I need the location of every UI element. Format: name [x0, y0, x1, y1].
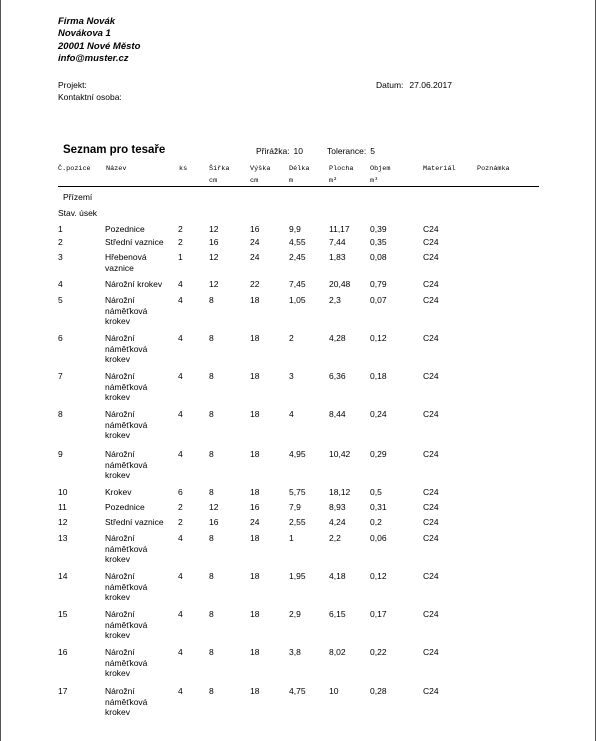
cell-ks: 4 — [178, 279, 183, 289]
cell-material: C24 — [423, 609, 439, 619]
datum-value: 27.06.2017 — [409, 80, 452, 90]
cell-vyska: 18 — [250, 409, 260, 419]
cell-plocha: 2,2 — [329, 533, 341, 543]
cell-material: C24 — [423, 409, 439, 419]
cell-cpozice: 9 — [58, 449, 63, 459]
cell-vyska: 18 — [250, 571, 260, 581]
cell-material: C24 — [423, 224, 439, 234]
cell-material: C24 — [423, 371, 439, 381]
nazev-line: Střední vaznice — [105, 237, 164, 247]
cell-vyska: 16 — [250, 502, 260, 512]
cell-vyska: 22 — [250, 279, 260, 289]
cell-sirka: 8 — [209, 686, 214, 696]
cell-nazev — [105, 533, 179, 565]
nazev-line: Nárožní — [105, 533, 135, 543]
cell-cpozice: 17 — [58, 686, 68, 696]
project-info — [58, 80, 122, 103]
nazev-line: Nárožní — [105, 295, 135, 305]
cell-ks: 2 — [178, 517, 183, 527]
cell-ks: 6 — [178, 487, 183, 497]
datum-label: Datum: — [376, 80, 404, 90]
nazev-line: Nárožní — [105, 686, 135, 696]
cell-cpozice: 14 — [58, 571, 68, 581]
nazev-line: Nárožní — [105, 409, 135, 419]
cell-material: C24 — [423, 533, 439, 543]
cell-ks: 4 — [178, 409, 183, 419]
cell-sirka: 12 — [209, 224, 219, 234]
cell-objem: 0,12 — [370, 333, 387, 343]
cell-delka: 1 — [289, 533, 294, 543]
cell-material: C24 — [423, 517, 439, 527]
cell-delka: 3 — [289, 371, 294, 381]
kontakt-label: Kontaktní osoba: — [58, 91, 122, 102]
cell-delka: 1,05 — [289, 295, 306, 305]
cell-ks: 2 — [178, 237, 183, 247]
column-header-delka: Délka m — [289, 165, 310, 185]
cell-nazev — [105, 517, 179, 528]
cell-nazev — [105, 224, 179, 235]
cell-delka: 2 — [289, 333, 294, 343]
column-header-objem: Objem m³ — [370, 165, 391, 185]
cell-sirka: 16 — [209, 517, 219, 527]
cell-plocha: 11,17 — [329, 224, 350, 234]
cell-sirka: 16 — [209, 237, 219, 247]
cell-delka: 9,9 — [289, 224, 301, 234]
cell-ks: 4 — [178, 647, 183, 657]
cell-nazev — [105, 295, 179, 327]
cell-vyska: 24 — [250, 237, 260, 247]
nazev-line: Nárožní — [105, 609, 135, 619]
cell-delka: 1,95 — [289, 571, 306, 581]
cell-cpozice: 15 — [58, 609, 68, 619]
cell-plocha: 4,18 — [329, 571, 346, 581]
cell-delka: 2,9 — [289, 609, 301, 619]
nazev-line: Pozednice — [105, 224, 145, 234]
prirazka-label: Přirážka: — [256, 146, 290, 156]
cell-plocha: 2,3 — [329, 295, 341, 305]
cell-sirka: 12 — [209, 252, 219, 262]
cell-vyska: 16 — [250, 224, 260, 234]
company-street: Novákova 1 — [58, 28, 111, 40]
cell-plocha: 8,02 — [329, 647, 346, 657]
nazev-line: Nárožní — [105, 647, 135, 657]
section-subgroup: Stav. úsek — [58, 208, 98, 218]
cell-objem: 0,22 — [370, 647, 387, 657]
cell-sirka: 8 — [209, 609, 214, 619]
cell-material: C24 — [423, 333, 439, 343]
cell-plocha: 10,42 — [329, 449, 351, 459]
nazev-line: krokev — [105, 430, 131, 441]
column-header-cpozice: Č.pozice — [58, 165, 91, 173]
cell-objem: 0,28 — [370, 686, 387, 696]
nazev-line: náměťková — [105, 619, 148, 630]
cell-nazev — [105, 371, 179, 403]
cell-delka: 4,55 — [289, 237, 306, 247]
nazev-line: náměťková — [105, 459, 148, 470]
projekt-label: Projekt: — [58, 80, 87, 90]
nazev-line: náměťková — [105, 343, 148, 354]
nazev-line: náměťková — [105, 696, 148, 707]
cell-objem: 0,29 — [370, 449, 387, 459]
column-header-nazev: Název — [106, 165, 127, 173]
prirazka — [256, 146, 303, 156]
nazev-line: Nárožní — [105, 449, 135, 459]
cell-sirka: 8 — [209, 647, 214, 657]
cell-delka: 2,45 — [289, 252, 306, 262]
cell-material: C24 — [423, 686, 439, 696]
cell-plocha: 6,36 — [329, 371, 346, 381]
cell-ks: 4 — [178, 609, 183, 619]
cell-delka: 4 — [289, 409, 294, 419]
column-header-plocha: Plocha m² — [329, 165, 354, 185]
cell-objem: 0,35 — [370, 237, 387, 247]
cell-vyska: 18 — [250, 371, 260, 381]
cell-cpozice: 7 — [58, 371, 63, 381]
cell-delka: 2,55 — [289, 517, 306, 527]
cell-sirka: 8 — [209, 295, 214, 305]
cell-delka: 7,9 — [289, 502, 301, 512]
cell-nazev — [105, 252, 179, 273]
cell-sirka: 8 — [209, 409, 214, 419]
cell-vyska: 18 — [250, 686, 260, 696]
cell-cpozice: 2 — [58, 237, 63, 247]
nazev-line: náměťková — [105, 419, 148, 430]
cell-plocha: 1,83 — [329, 252, 346, 262]
nazev-line: krokev — [105, 592, 131, 603]
cell-objem: 0,39 — [370, 224, 387, 234]
cell-cpozice: 11 — [58, 502, 67, 512]
cell-ks: 4 — [178, 371, 183, 381]
cell-delka: 5,75 — [289, 487, 306, 497]
cell-nazev — [105, 449, 179, 481]
cell-vyska: 18 — [250, 449, 260, 459]
cell-nazev — [105, 333, 179, 365]
cell-objem: 0,06 — [370, 533, 387, 543]
cell-material: C24 — [423, 252, 439, 262]
date-field — [376, 80, 452, 90]
cell-ks: 4 — [178, 571, 183, 581]
cell-vyska: 24 — [250, 517, 260, 527]
cell-objem: 0,5 — [370, 487, 382, 497]
cell-sirka: 8 — [209, 333, 214, 343]
nazev-line: náměťková — [105, 381, 148, 392]
column-header-vyska: Výška cm — [250, 165, 271, 185]
cell-sirka: 12 — [209, 279, 219, 289]
cell-material: C24 — [423, 237, 439, 247]
nazev-line: Střední vaznice — [105, 517, 164, 527]
cell-plocha: 8,93 — [329, 502, 346, 512]
nazev-line: vaznice — [105, 262, 134, 273]
cell-ks: 4 — [178, 533, 183, 543]
company-address — [58, 16, 140, 66]
cell-nazev — [105, 487, 179, 498]
cell-nazev — [105, 502, 179, 513]
cell-objem: 0,07 — [370, 295, 387, 305]
nazev-line: Nárožní — [105, 333, 135, 343]
cell-ks: 2 — [178, 224, 183, 234]
cell-plocha: 8,44 — [329, 409, 346, 419]
cell-sirka: 8 — [209, 371, 214, 381]
cell-material: C24 — [423, 502, 439, 512]
cell-objem: 0,17 — [370, 609, 387, 619]
column-header-poznamka: Poznámka — [477, 165, 510, 173]
column-header-ks: ks — [179, 165, 188, 173]
nazev-line: krokev — [105, 392, 131, 403]
nazev-line: krokev — [105, 316, 131, 327]
nazev-line: náměťková — [105, 581, 148, 592]
company-email: info@muster.cz — [58, 53, 129, 65]
cell-plocha: 20,48 — [329, 279, 351, 289]
cell-cpozice: 12 — [58, 517, 68, 527]
cell-plocha: 4,24 — [329, 517, 346, 527]
nazev-line: krokev — [105, 354, 131, 365]
cell-sirka: 8 — [209, 487, 214, 497]
cell-vyska: 18 — [250, 487, 260, 497]
company-city: 20001 Nové Město — [58, 40, 141, 52]
cell-cpozice: 1 — [58, 224, 63, 234]
cell-cpozice: 4 — [58, 279, 63, 289]
cell-sirka: 8 — [209, 533, 214, 543]
cell-material: C24 — [423, 571, 439, 581]
cell-cpozice: 6 — [58, 333, 63, 343]
cell-plocha: 4,28 — [329, 333, 346, 343]
cell-vyska: 18 — [250, 647, 260, 657]
nazev-line: Krokev — [105, 487, 132, 497]
cell-vyska: 18 — [250, 333, 260, 343]
cell-nazev — [105, 571, 179, 603]
cell-plocha: 10 — [329, 686, 339, 696]
cell-sirka: 12 — [209, 502, 219, 512]
cell-delka: 4,95 — [289, 449, 306, 459]
cell-cpozice: 3 — [58, 252, 63, 262]
nazev-line: krokev — [105, 630, 131, 641]
cell-plocha: 6,15 — [329, 609, 346, 619]
cell-ks: 2 — [178, 502, 183, 512]
cell-ks: 4 — [178, 449, 183, 459]
cell-material: C24 — [423, 647, 439, 657]
cell-ks: 4 — [178, 686, 183, 696]
cell-cpozice: 16 — [58, 647, 68, 657]
cell-material: C24 — [423, 487, 439, 497]
cell-plocha: 7,44 — [329, 237, 346, 247]
cell-sirka: 8 — [209, 449, 214, 459]
nazev-line: krokev — [105, 707, 131, 718]
list-title: Seznam pro tesaře — [63, 144, 166, 156]
column-header-material: Materiál — [423, 165, 456, 173]
cell-ks: 4 — [178, 295, 183, 305]
nazev-line: náměťková — [105, 543, 148, 554]
cell-nazev — [105, 686, 179, 718]
header-divider — [58, 186, 539, 187]
tolerance-label: Tolerance: — [327, 146, 367, 156]
cell-sirka: 8 — [209, 571, 214, 581]
tolerance — [327, 146, 375, 156]
cell-delka: 3,8 — [289, 647, 301, 657]
cell-nazev — [105, 237, 179, 248]
cell-vyska: 24 — [250, 252, 260, 262]
nazev-line: Pozednice — [105, 502, 145, 512]
cell-nazev — [105, 409, 179, 441]
cell-cpozice: 8 — [58, 409, 63, 419]
company-name: Firma Novák — [58, 16, 116, 27]
cell-ks: 4 — [178, 333, 183, 343]
section-group: Přízemí — [63, 192, 93, 202]
cell-vyska: 18 — [250, 533, 260, 543]
cell-delka: 4,75 — [289, 686, 306, 696]
cell-cpozice: 5 — [58, 295, 63, 305]
cell-cpozice: 10 — [58, 487, 68, 497]
nazev-line: krokev — [105, 554, 131, 565]
cell-material: C24 — [423, 295, 439, 305]
cell-nazev — [105, 279, 179, 290]
cell-vyska: 18 — [250, 295, 260, 305]
cell-objem: 0,08 — [370, 252, 387, 262]
cell-plocha: 18,12 — [329, 487, 351, 497]
cell-objem: 0,2 — [370, 517, 382, 527]
nazev-line: Hřebenová — [105, 252, 147, 262]
column-header-sirka: Šířka cm — [209, 165, 230, 185]
cell-material: C24 — [423, 279, 439, 289]
cell-material: C24 — [423, 449, 439, 459]
nazev-line: náměťková — [105, 305, 148, 316]
cell-objem: 0,31 — [370, 502, 387, 512]
nazev-line: Nárožní — [105, 571, 135, 581]
cell-delka: 7,45 — [289, 279, 306, 289]
cell-objem: 0,79 — [370, 279, 387, 289]
nazev-line: Nárožní krokev — [105, 279, 163, 289]
cell-nazev — [105, 647, 179, 679]
cell-objem: 0,18 — [370, 371, 387, 381]
cell-vyska: 18 — [250, 609, 260, 619]
cell-cpozice: 13 — [58, 533, 68, 543]
prirazka-value: 10 — [293, 146, 304, 156]
nazev-line: Nárožní — [105, 371, 135, 381]
cell-ks: 1 — [178, 252, 183, 262]
tolerance-value: 5 — [370, 146, 375, 156]
cell-objem: 0,24 — [370, 409, 387, 419]
nazev-line: krokev — [105, 668, 131, 679]
nazev-line: krokev — [105, 470, 131, 481]
cell-objem: 0,12 — [370, 571, 387, 581]
nazev-line: náměťková — [105, 657, 148, 668]
cell-nazev — [105, 609, 179, 641]
